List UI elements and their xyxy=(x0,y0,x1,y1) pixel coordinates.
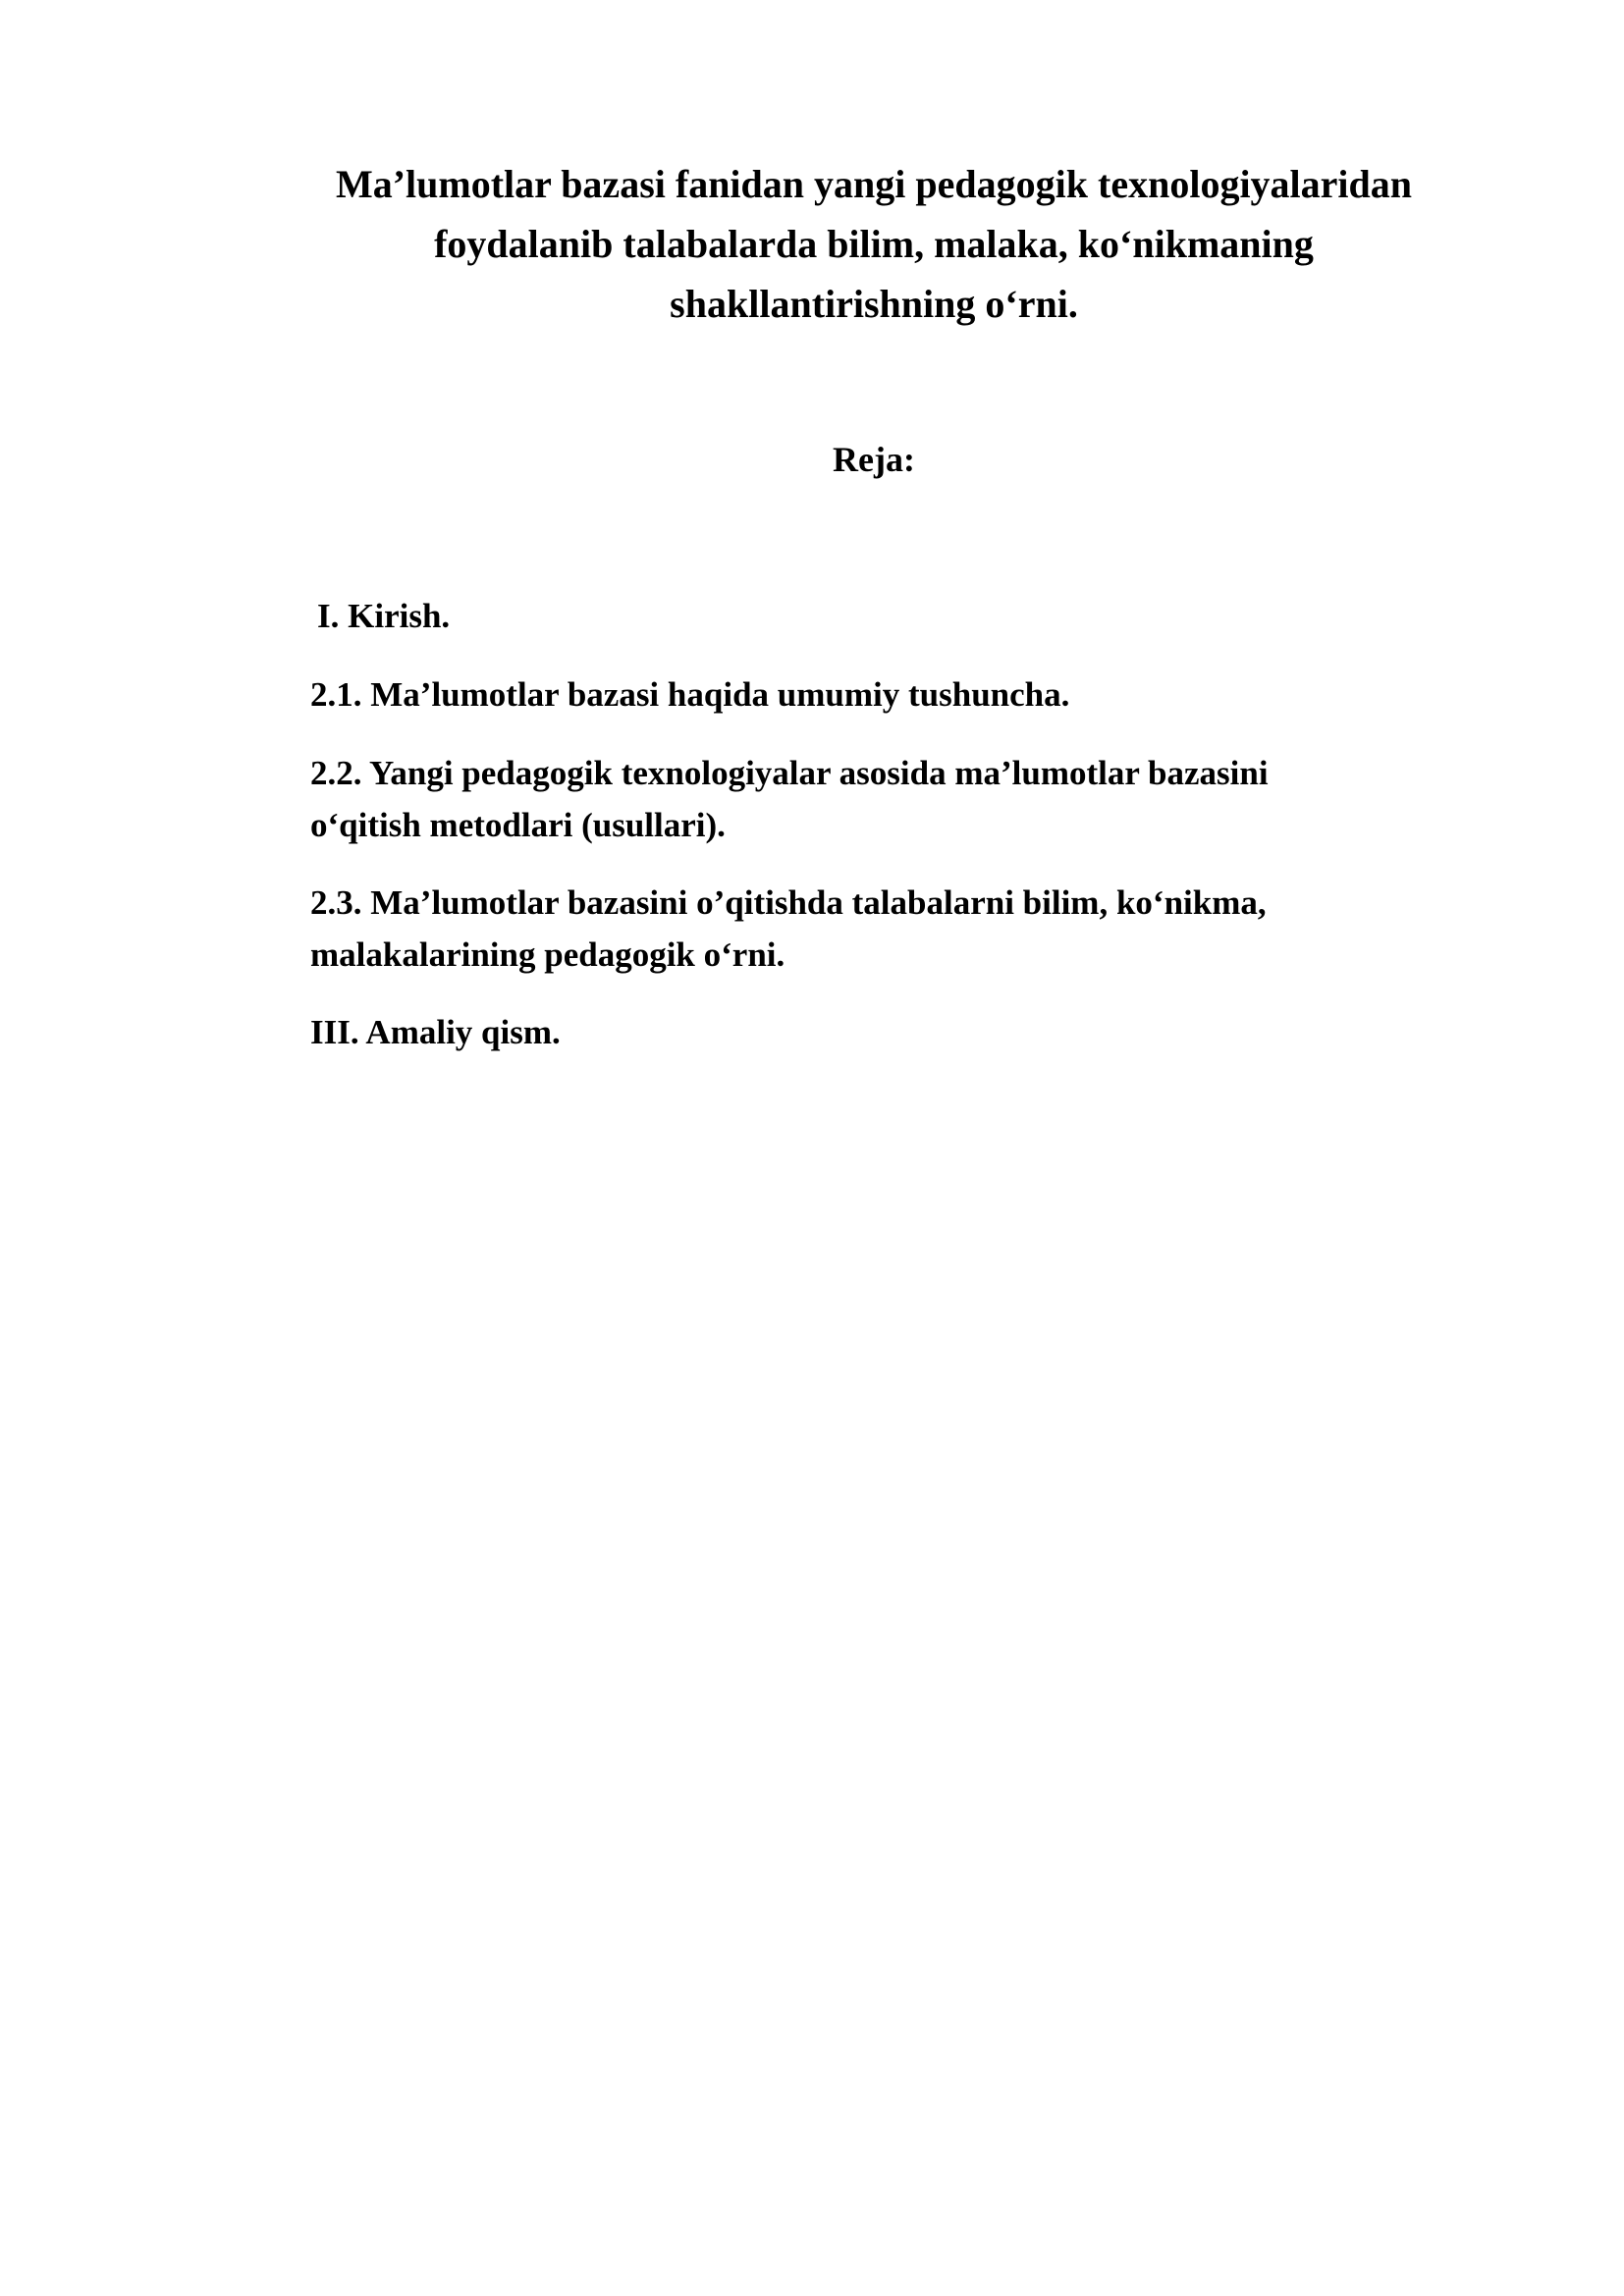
title-line: shakllantirishning o‘rni. xyxy=(670,282,1078,326)
plan-item-line: 2.3. Ma’lumotlar bazasini o’qitishda talabalarni bilim, ko‘nikma, xyxy=(310,883,1267,922)
plan-item-introduction xyxy=(317,590,1417,642)
plan-item-2-1 xyxy=(310,668,1410,721)
title-line: foydalanib talabalarda bilim, malaka, ko‘nikmaning xyxy=(434,222,1314,266)
plan-heading: Reja: xyxy=(833,440,915,479)
plan-item-line: malakalarining pedagogik o‘rni. xyxy=(310,935,785,974)
plan-item-line: 2.2. Yangi pedagogik texnologiyalar asosida ma’lumotlar bazasini xyxy=(310,754,1269,792)
plan-item-line: III. Amaliy qism. xyxy=(310,1013,561,1051)
document-title xyxy=(255,154,1492,334)
plan-item-practical-part xyxy=(310,1006,1410,1058)
title-line: Ma’lumotlar bazasi fanidan yangi pedagogik texnologiyalaridan xyxy=(335,162,1413,206)
plan-item-line: 2.1. Ma’lumotlar bazasi haqida umumiy tushuncha. xyxy=(310,675,1070,714)
plan-item-2-3 xyxy=(310,877,1410,981)
plan-item-line: I. Kirish. xyxy=(317,597,451,635)
plan-item-2-2 xyxy=(310,747,1410,851)
plan-item-line: o‘qitish metodlari (usullari). xyxy=(310,806,726,844)
